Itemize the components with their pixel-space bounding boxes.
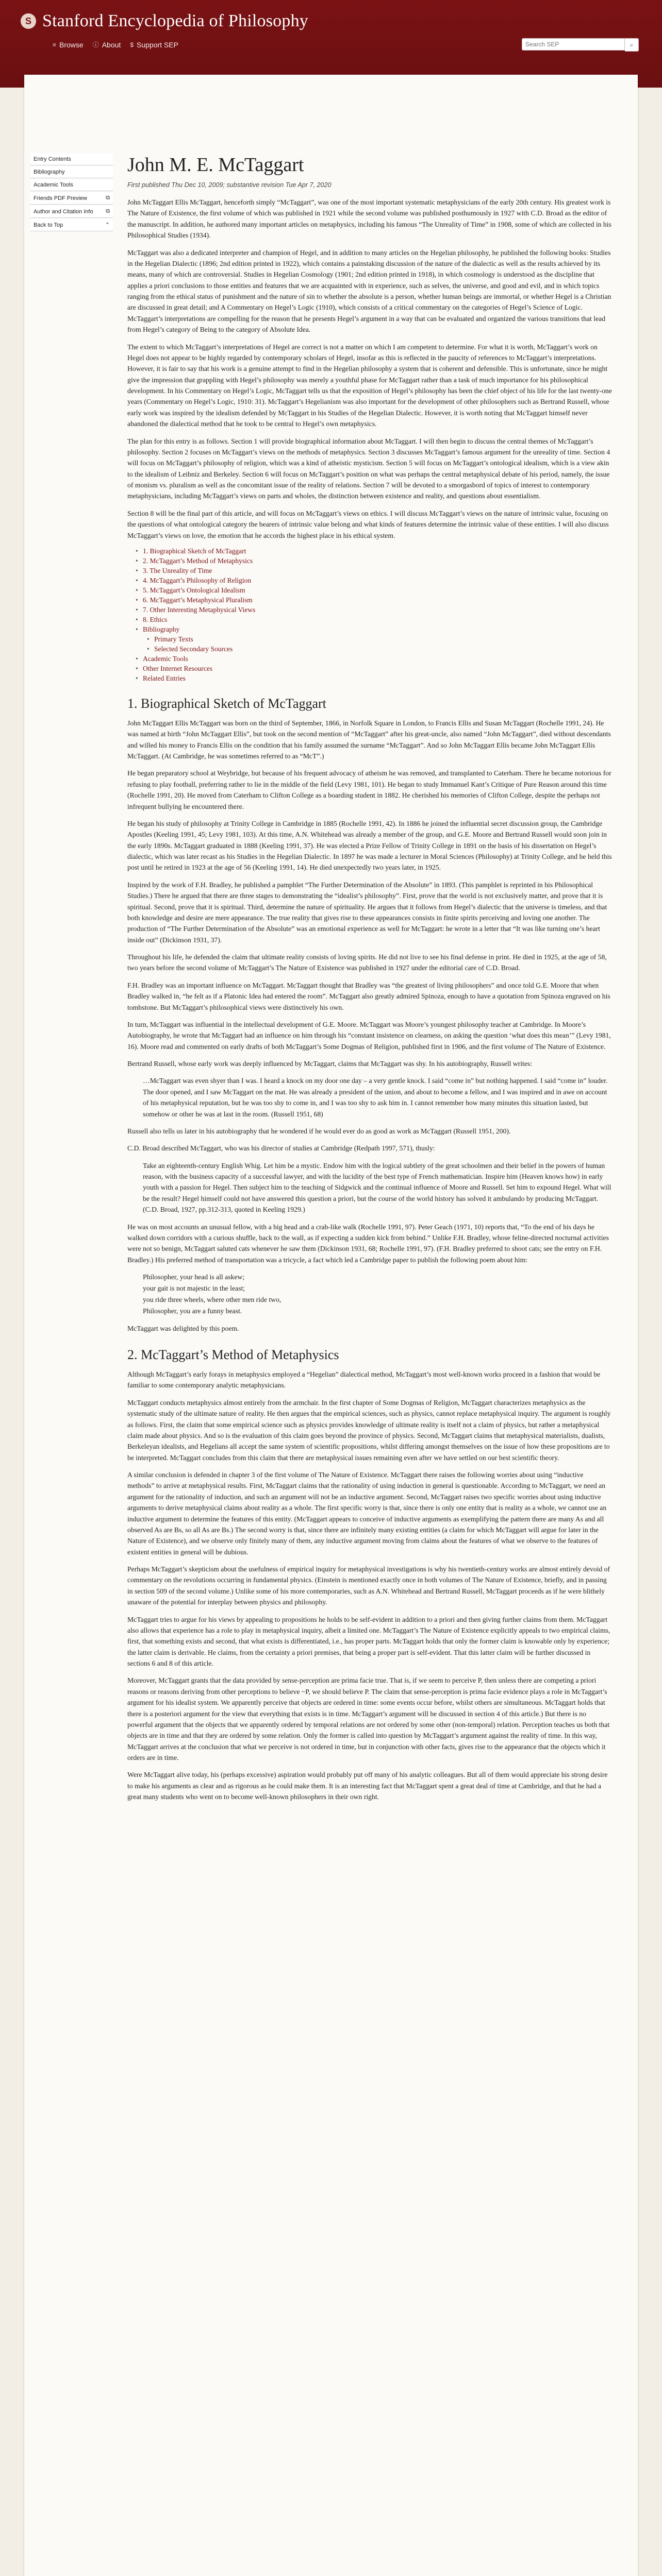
toc-subitem[interactable] <box>154 635 612 643</box>
paragraph: Moreover, McTaggart grants that the data provided by sense-perception are prima facie true. That is, if we seem to perceive P, then unless there are competing a priori reasons or reasons deriving from other perceptions to believe ~P, we should believe P. The claim that sense-perception is prima facie evidence plays a role in McTaggart’s argument for his idealist system. We apparently perceive that objects are ordered in time: some events occur before, whilst others are simultaneous. McTaggart holds that there is a posteriori argument for the view that everything that exists is in time. McTaggart’s argument will be discussed in section 4 of this article.) But there is no powerful argument that the objects that we apparently ordered by temporal relations are not ordered by some other (non-temporal) relation. Perception teaches us both that objects are in time and that they are ordered by some relation. Only the former is called into question by McTaggart’s argument against the reality of time. In this way, McTaggart arrives at the conclusion that what we perceive is not ordered in time, but in conjunction with other facts, gives rise to the appearance that the objects which it orders are in time. <box>127 1676 610 1762</box>
toc-item[interactable] <box>143 606 612 614</box>
poem <box>143 1272 612 1317</box>
toc-link[interactable]: Primary Texts <box>154 635 193 643</box>
paragraph: In turn, McTaggart was influential in the intellectual development of G.E. Moore. McTaggart was Moore’s youngest philosophy teacher at Cambridge. In Moore’s Autobiography, he wrote that McTaggart had an influence on him through his “constant insistence on clearness, on asking the question ‘what does this mean’” (Levy 1981, 16). Moore read and commented on early drafts of both McTaggart’s Some Dogmas of Religion, published first in 1906, and the first volume of The Nature of Existence. <box>127 1020 611 1050</box>
paragraph: Bertrand Russell, whose early work was deeply influenced by McTaggart, claims that McTaggart was shy. In his autobiography, Russell writes: <box>127 1060 533 1067</box>
paragraph: Throughout his life, he defended the claim that ultimate reality consists of loving spirits. He did not live to see his final defense in print. He died in 1925, at the age of 58, two years before the second volume of McTaggart’s The Nature of Existence was published in 1927 under the editorial care of C.D. Broad. <box>127 953 607 972</box>
sidebar-link[interactable] <box>30 179 113 191</box>
toc-link[interactable]: Other Internet Resources <box>143 664 212 672</box>
search-input[interactable] <box>522 38 625 50</box>
site-title: Stanford Encyclopedia of Philosophy <box>42 11 308 30</box>
paragraph: The extent to which McTaggart’s interpretations of Hegel are correct is not a matter on which I am competent to determine. For what it is worth, McTaggart’s work on Hegel does not appear to be highly regarded by contemporary scholars of Hegel, insofar as this is reflected in the paucity of references to McTaggart’s interpretations. However, it is fair to say that his work is a genuine attempt to find in the Hegelian philosophy a system that is coherent and defensible. This is unfortunate, since he might give the impression that grappling with Hegel’s philosophy was merely a youthful phase for McTaggart rather than a task of much importance for his philosophical development. In his Commentary on Hegel’s Logic, McTaggart tells us that the exposition of Hegel’s philosophy has been the chief object of his life for the last twenty-one years (Commentary on Hegel’s Logic, 1910: 31). McTaggart’s Hegelianism was also important for the development of other philosophers such as Bertrand Russell, whose early work was inspired by the idealism defended by McTaggart in his Studies of the Hegelian Dialectic. However, it is worth noting that McTaggart himself never abandoned the dialectical method that he took to be central to Hegel’s own metaphysics. <box>127 343 612 428</box>
toc-link[interactable]: Selected Secondary Sources <box>154 645 233 653</box>
poem-line: you ride three wheels, where other men ride two, <box>143 1295 282 1303</box>
nav-item-support-sep[interactable] <box>130 40 178 49</box>
toc-link[interactable]: 8. Ethics <box>143 615 168 623</box>
paragraph: John McTaggart Ellis McTaggart, henceforth simply “McTaggart”, was one of the most important systematic metaphysicians of the early 20th century. His greatest work is The Nature of Existence, the first volume of which was published in 1921 while the second volume was published posthumously in 1927 with C.D. Broad as the editor of the manuscript. In addition, he authored many important articles on metaphysics, including his famous “The Unreality of Time” in 1908, some of which are collected in his Philosophical Studies (1934). <box>127 198 611 240</box>
toc-link[interactable]: Related Entries <box>143 674 186 682</box>
paragraph: He began his study of philosophy at Trinity College in Cambridge in 1885 (Rochelle 1991, 42). In 1886 he joined the influential secret discussion group, the Cambridge Apostles (Keeling 1991, 45; Levy 1981, 103). At this time, A.N. Whitehead was already a member of the group, and G.E. Moore and Bertrand Russell would soon join in the early 1890s. McTaggart graduated in 1888 (Keeling 1991, 37). He was elected a Prize Fellow of Trinity College in 1891 on the basis of his dissertation on Hegel’s dialectic, which was later recast as his Studies in the Hegelian Dialectic. In 1897 he was made a lecturer in Moral Sciences (Philosophy) at Trinity College, and he held this post until he retired in 1923 at the age of 56 (Keeling 1991, 14). He died unexpectedly two years later, in 1925. <box>127 819 612 872</box>
sidebar-link[interactable] <box>30 166 113 178</box>
paragraph: The plan for this entry is as follows. Section 1 will provide biographical information about McTaggart. I will then begin to discuss the central themes of McTaggart’s philosophy. Section 2 focuses on McTaggart’s views on the methods of metaphysics. Section 3 discusses McTaggart’s famous argument for the unreality of time. Section 4 will focus on McTaggart’s philosophy of religion, which was a kind of atheistic mysticism. Section 5 will focus on McTaggart’s ontological idealism, which is a view akin to the idealism of Leibniz and Berkeley. Section 6 will focus on McTaggart’s position on what was perhaps the central metaphysical debate of his period, namely, the issue of monism vs. pluralism as well as the concomitant issue of the reality of relations. Section 7 will be devoted to a smorgasbord of topics of interest to contemporary metaphysicians, including McTaggart’s views on parts and wholes, the distinction between existence and reality, and questions about essentialism. <box>127 437 610 500</box>
paragraph: Were McTaggart alive today, his (perhaps excessive) aspiration would probably put off many of his analytic colleagues. But all of them would appreciate his strong desire to make his arguments as clear and as rigorous as he could make them. It is an interesting fact that McTaggart spent a great deal of time at Cambridge, and that he had a great many students who went on to become well-known philosophers in their own right. <box>127 1771 608 1801</box>
paragraph: Although McTaggart’s early forays in metaphysics employed a “Hegelian” dialectical method, McTaggart’s most well-known works proceed in a fashion that would be familiar to some contemporary analytic metaphysicians. <box>127 1370 601 1389</box>
toc-link[interactable]: Bibliography <box>143 625 180 633</box>
sidebar-link[interactable] <box>30 192 113 205</box>
paragraph: McTaggart was delighted by this poem. <box>127 1324 239 1332</box>
search-icon[interactable]: ⌕ <box>625 38 639 52</box>
sidebar <box>30 154 113 231</box>
publication-info: First published Thu Dec 10, 2009; substantive revision Tue Apr 7, 2020 <box>127 181 332 189</box>
toc-item[interactable] <box>143 655 612 663</box>
poem-line: Philosopher, you are a funny beast. <box>143 1307 242 1315</box>
toc-link[interactable]: 5. McTaggart’s Ontological Idealism <box>143 586 245 594</box>
paragraph: Russell also tells us later in his autobiography that he wondered if he would ever do as good as work as McTaggart (Russell 1951, 200). <box>127 1127 511 1135</box>
external-link-icon: ⧉ <box>106 208 110 214</box>
preamble <box>127 197 612 541</box>
nav-icon: $ <box>130 41 134 48</box>
toc-item[interactable] <box>143 557 612 565</box>
paragraph: F.H. Bradley was an important influence on McTaggart. McTaggart thought that Bradley was “the greatest of living philosophers” and once told G.E. Moore that when Bradley walked in, “he felt as if a Platonic Idea had entered the room”. McTaggart also greatly admired Spinoza, enough to have a quotation from Spinoza engraved on his tombstone. But McTaggart’s philosophical views were distinctively his own. <box>127 981 610 1011</box>
section-1-body-c <box>127 1222 612 1266</box>
site-logo[interactable] <box>21 11 308 31</box>
paragraph: John McTaggart Ellis McTaggart was born on the third of September, 1866, in Norfolk Square in London, to Francis Ellis and Susan McTaggart (Rochelle 1991, 24). He was named at birth “John McTaggart Ellis”, but took on the second mention of “McTaggart” after his great-uncle, also named “John McTaggart”, died without descendants and willed his money to Francis Ellis on the condition that his family assumed the surname “McTaggart”. And so John McTaggart Ellis became John McTaggart Ellis McTaggart. (At Cambridge, he was sometimes referred to as “McT”.) <box>127 719 611 760</box>
toc-item[interactable] <box>143 616 612 624</box>
paragraph: McTaggart was also a dedicated interpreter and champion of Hegel, and in addition to many articles on the Hegelian philosophy, he published the following books: Studies in the Hegelian Dialectic (1896; 2nd edition printed in 1922), which contains a painstaking discussion of the nature of the dialectic as well as the results achieved by its means, many of which are controversial. Studies in Hegelian Cosmology (1901; 2nd edition printed in 1918), in which cosmology is understood as the discipline that applies a priori conclusions to those entities and features that we are acquainted with in experience, such as selves, the universe, and good and evil, and in which topics ranging from the ethical status of punishment and the nature of sin to whether the absolute is a person, whether human beings are immortal, or whether Hegel is a Christian are discussed in great detail; and A Commentary on Hegel’s Logic (1910), which consists of a critical commentary on the categories of Hegel’s Science of Logic. McTaggart’s interpretations are compelling for the reason that he presents Hegel’s argument in a way that can be evaluated and organized the various transitions that lead from Hegel’s category of Being to the category of Absolute Idea. <box>127 248 611 334</box>
section-2-body <box>127 1369 612 1803</box>
external-link-icon: ⧉ <box>106 195 110 201</box>
sidebar-link[interactable] <box>30 206 113 218</box>
toc-item[interactable] <box>143 665 612 673</box>
page-title: John M. E. McTaggart <box>127 154 304 176</box>
poem-line: your gait is not majestic in the least; <box>143 1284 245 1292</box>
paragraph: McTaggart conducts metaphysics almost entirely from the armchair. In the first chapter of Some Dogmas of Religion, McTaggart characterizes metaphysics as the systematic study of the ultimate nature of reality. He then argues that the empirical sciences, such as physics, cannot replace metaphysical inquiry. The argument is roughly as follows. First, the claim that some empirical science such as physics provides knowledge of ultimate reality is itself not a claim of physics, but rather a metaphysical claim made about physics. And so is the evaluation of this claim goes beyond the province of physics. Second, McTaggart claims that metaphysical materialists, dualists, Berkeleyan idealists, and Hegelians all accept the same system of scientific propositions, whilst differing amongst themselves on the issue of how these propositions are to be interpreted. McTaggart concludes from this claim that there are metaphysical issues remaining even after we have settled on our best scientific theory. <box>127 1398 611 1462</box>
nav-label: Support SEP <box>137 40 178 49</box>
sep-logo-icon: S <box>21 13 36 29</box>
section-1-body-b <box>127 1126 612 1154</box>
paragraph: A similar conclusion is defended in chapter 3 of the first volume of The Nature of Existence. McTaggart there raises the following worries about using “inductive methods” to arrive at metaphysical results. First, McTaggart claims that the rationality of using induction in general is questionable. According to McTaggart, we need an argument for the rationality of induction, and such an argument will not be an inductive argument. Second, McTaggart raises two specific worries about using inductive arguments to derive metaphysical claims about reality as a whole. The first specific worry is that, since there is only one entity that is reality as a whole, we cannot use an inductive argument to determine the features of this entity. (McTaggart appears to conceive of inductive arguments as exemplifying the pattern there are many As and all observed As are Bs, so all As are Bs.) The second worry is that, since there are infinitely many existing entities (a claim for which McTaggart will argue for later in the Nature of Existence), and we observe only finitely many of them, any inductive argument moving from claims about the features of what we observe to the features of existent entities in general will be dubious. <box>127 1471 607 1556</box>
search-box <box>522 38 639 52</box>
sidebar-link[interactable] <box>30 219 113 231</box>
external-link-icon: ⌃ <box>105 222 110 228</box>
section-heading-1: 1. Biographical Sketch of McTaggart <box>127 696 326 711</box>
toc-subitem[interactable] <box>154 645 612 653</box>
table-of-contents <box>127 547 612 683</box>
paragraph: He began preparatory school at Weybridge, but because of his frequent advocacy of atheism he was removed, and transplanted to Caterham. There he became notorious for refusing to play football, preferring rather to lie in the middle of the field (Levy 1981, 101). He began to study Immanuel Kant’s Critique of Pure Reason around this time (Rochelle 1991, 20). He moved from Caterham to Clifton College as a boarding student in 1882. He cherished his memories of Clifton College, despite the perhaps not infrequent bullying he encountered there. <box>127 769 611 810</box>
sidebar-link-label: Back to Top <box>34 222 63 228</box>
nav-item-browse[interactable] <box>53 40 84 49</box>
sidebar-link-label: Friends PDF Preview <box>34 195 87 201</box>
nav-icon: ⓘ <box>92 41 99 48</box>
toc-link[interactable]: 2. McTaggart’s Method of Metaphysics <box>143 556 253 565</box>
nav-icon: ≡ <box>53 41 57 48</box>
nav-label: About <box>102 40 121 49</box>
toc-item[interactable] <box>143 567 612 575</box>
paragraph: McTaggart tries to argue for his views by appealing to propositions he holds to be self-evident in addition to a priori and then giving further claims from them. McTaggart also allows that experience has a role to play in metaphysical inquiry, albeit a limited one. McTaggart’s The Nature of Existence explicitly appeals to two empirical claims, first, that something exists and second, that what exists is differentiated, i.e., has proper parts. McTaggart holds that only the former claim is knowable only by experience; the latter claim is derivable. He claims, from the certainty a priori premises, that being a proper part is self-evident. That this latter claim will be further discussed in sections 6 and 8 of this article. <box>127 1615 610 1668</box>
sidebar-link[interactable] <box>30 154 113 165</box>
toc-item[interactable] <box>143 577 612 585</box>
nav-item-about[interactable] <box>93 40 121 49</box>
sidebar-link-label: Entry Contents <box>34 156 71 162</box>
toc-link[interactable]: 7. Other Interesting Metaphysical Views <box>143 605 256 614</box>
toc-item[interactable] <box>143 625 612 653</box>
sidebar-link-label: Bibliography <box>34 169 65 175</box>
toc-link[interactable]: 6. McTaggart’s Metaphysical Pluralism <box>143 596 253 604</box>
paragraph: Section 8 will be the final part of this article, and will focus on McTaggart’s views on ethics. I will discuss McTaggart’s views on the nature of intrinsic value, focusing on the questions of what ontological category the bearers of intrinsic value belong and what kinds of features determine the intrinsic value of these entities. I will also discuss McTaggart’s views on love, the emotion that he accords the highest place in his ethical system. <box>127 509 609 539</box>
nav-label: Browse <box>59 40 84 49</box>
paragraph: He was on most accounts an unusual fellow, with a big head and a crab-like walk (Rochelle 1991, 97). Peter Geach (1971, 10) reports that, “To the end of his days he walked down corridors with a curious shuffle, back to the wall, as if expecting a sudden kick from behind.” Unlike F.H. Bradley, whose feline-directed nocturnal activities were not so benign, McTaggart saluted cats whenever he saw them (Dickinson 1931, 68; Rochelle 1991, 97). (F.H. Bradley preferred to shoot cats; see the entry on F.H. Bradley.) His preferred method of transportation was a tricycle, a fact which led a Cambridge paper to publish the following poem about him: <box>127 1223 609 1264</box>
broad-quote: Take an eighteenth-century English Whig. Let him be a mystic. Endow him with the logical subtlety of the great schoolmen and their belief in the powers of human reason, with the business capacity of a successful lawyer, and with the lucidity of the best type of French mathematician. Inspire him (Heaven knows how) in early youth with a passion for Hegel. Then subject him to the teaching of Sidgwick and the continual influence of Moore and Russell. Set him to expound Hegel. What will be the result? Hegel himself could not have answered this question a priori, but the course of the world history has solved it ambulando by producing McTaggart. (C.D. Broad, 1927, pp.312-313, quoted in Keeling 1929.) <box>143 1161 611 1214</box>
toc-link[interactable]: 4. McTaggart’s Philosophy of Religion <box>143 576 252 584</box>
paragraph: C.D. Broad described McTaggart, who was his director of studies at Cambridge (Redpath 1997, 571), thusly: <box>127 1144 435 1153</box>
sidebar-link-label: Academic Tools <box>34 182 73 188</box>
russell-quote: …McTaggart was even shyer than I was. I heard a knock on my door one day – a very gentle knock. I said “come in” but nothing happened. I said “come in” louder. The door opened, and I saw McTaggart on the mat. He was already a president of the union, and about to become a fellow, and I was inspired and in awe on account of his metaphysical reputation, but he was too shy to come in, and I was too shy to ask him in. I cannot remember how many minutes this situation lasted, but somehow or other he was at last in the room. (Russell 1951, 68) <box>143 1077 608 1118</box>
toc-link[interactable]: 1. Biographical Sketch of McTaggart <box>143 547 246 555</box>
section-1-body <box>127 718 612 1070</box>
toc-item[interactable] <box>143 596 612 604</box>
top-nav <box>53 40 178 49</box>
paragraph: Inspired by the work of F.H. Bradley, he published a pamphlet “The Further Determination of the Absolute” in 1893. (This pamphlet is reprinted in his Philosophical Studies.) There he argued that there are three stages to demonstrating the “idealist’s philosophy”. First, prove that the world is not exclusively matter, and prove that it is spiritual. Second, prove that it is spiritual. Third, determine the nature of spirituality. He argues that it follows from Hegel’s dialectic that the universe is timeless, and that both knowledge and desire are mere appearance. The true reality that gives rise to these appearances consists in finite spirits perceiving and loving one another. The production of “The Further Determination of the Absolute” was an emotional experience as well for McTaggart: he wrote in a letter that “It was like turning one’s heart inside out” (Dickinson 1931, 37). <box>127 880 607 944</box>
article <box>127 154 612 1809</box>
paragraph: Perhaps McTaggart’s skepticism about the usefulness of empirical inquiry for metaphysical investigations is why his twentieth-century works are almost entirely devoid of commentary on the revolutions occurring in fundamental physics. (Einstein is mentioned exactly once in both volumes of The Nature of Existence, briefly, and in passing in section 509 of the second volume.) Unlike some of his more contemporaries, such as A.N. Whitehead and Bertrand Russell, McTaggart proceeds as if he were blithely unaware of the potential for interplay between physics and philosophy. <box>127 1565 610 1606</box>
toc-link[interactable]: 3. The Unreality of Time <box>143 566 212 574</box>
toc-item[interactable] <box>143 674 612 683</box>
section-heading-2: 2. McTaggart’s Method of Metaphysics <box>127 1347 339 1363</box>
toc-link[interactable]: Academic Tools <box>143 654 188 663</box>
toc-item[interactable] <box>143 586 612 595</box>
sidebar-link-label: Author and Citation Info <box>34 208 93 215</box>
poem-line: Philosopher, your head is all askew; <box>143 1273 245 1281</box>
toc-item[interactable] <box>143 547 612 555</box>
